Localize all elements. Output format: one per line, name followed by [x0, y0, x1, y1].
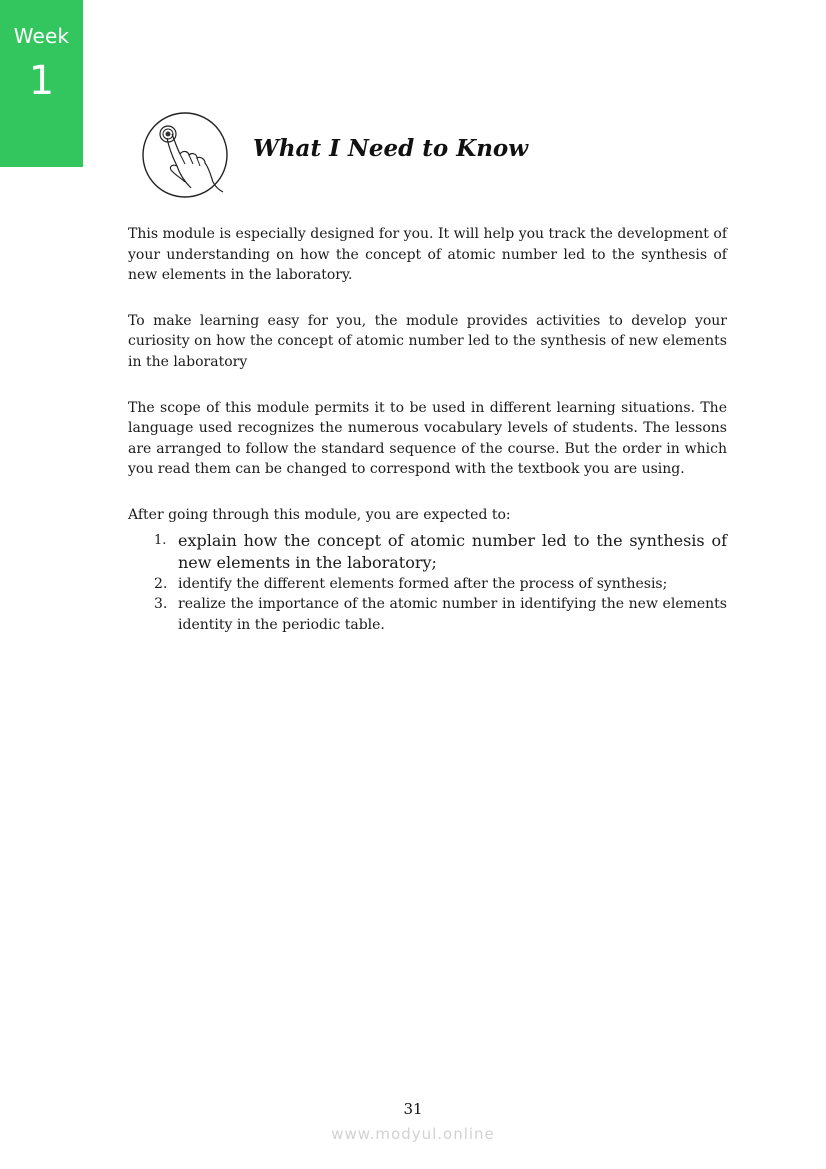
list-item-number: 2.: [154, 575, 168, 592]
paragraph-expectations: After going through this module, you are expected to:: [128, 506, 511, 523]
module-content: [128, 224, 727, 635]
objectives-list: [128, 530, 727, 636]
list-item-number: 3.: [154, 596, 168, 613]
paragraph-activities: To make learning easy for you, the module provides activities to develop your curiosity on how the concept of atomic number led to the synthesis of new elements in the laboratory: [128, 312, 727, 370]
list-item-text: realize the importance of the atomic number in identifying the new elements identity in the periodic table.: [178, 596, 727, 633]
list-item: [128, 530, 727, 574]
page-number: 31: [403, 1100, 423, 1118]
list-item-text: explain how the concept of atomic number led to the synthesis of new elements in the laboratory;: [178, 530, 727, 572]
list-item: [128, 594, 727, 635]
list-item: [128, 574, 727, 595]
touch-hand-icon: [139, 112, 233, 198]
section-title: What I Need to Know: [253, 135, 529, 162]
watermark: www.modyul.online: [331, 1125, 495, 1143]
week-tab: [0, 0, 83, 167]
week-label: Week: [13, 24, 70, 48]
paragraph-scope: The scope of this module permits it to be used in different learning situations. The language used recognizes the numerous vocabulary levels of students. The lessons are arranged to follow the standard sequence of the course. But the order in which you read them can be changed to correspond with the textbook you are using.: [128, 399, 727, 478]
paragraph-intro: This module is especially designed for you. It will help you track the development of your understanding on how the concept of atomic number led to the synthesis of new elements in the laboratory.: [128, 226, 727, 284]
list-item-number: 1.: [154, 532, 167, 548]
week-number: 1: [28, 58, 55, 104]
list-item-text: identify the different elements formed after the process of synthesis;: [178, 575, 668, 592]
